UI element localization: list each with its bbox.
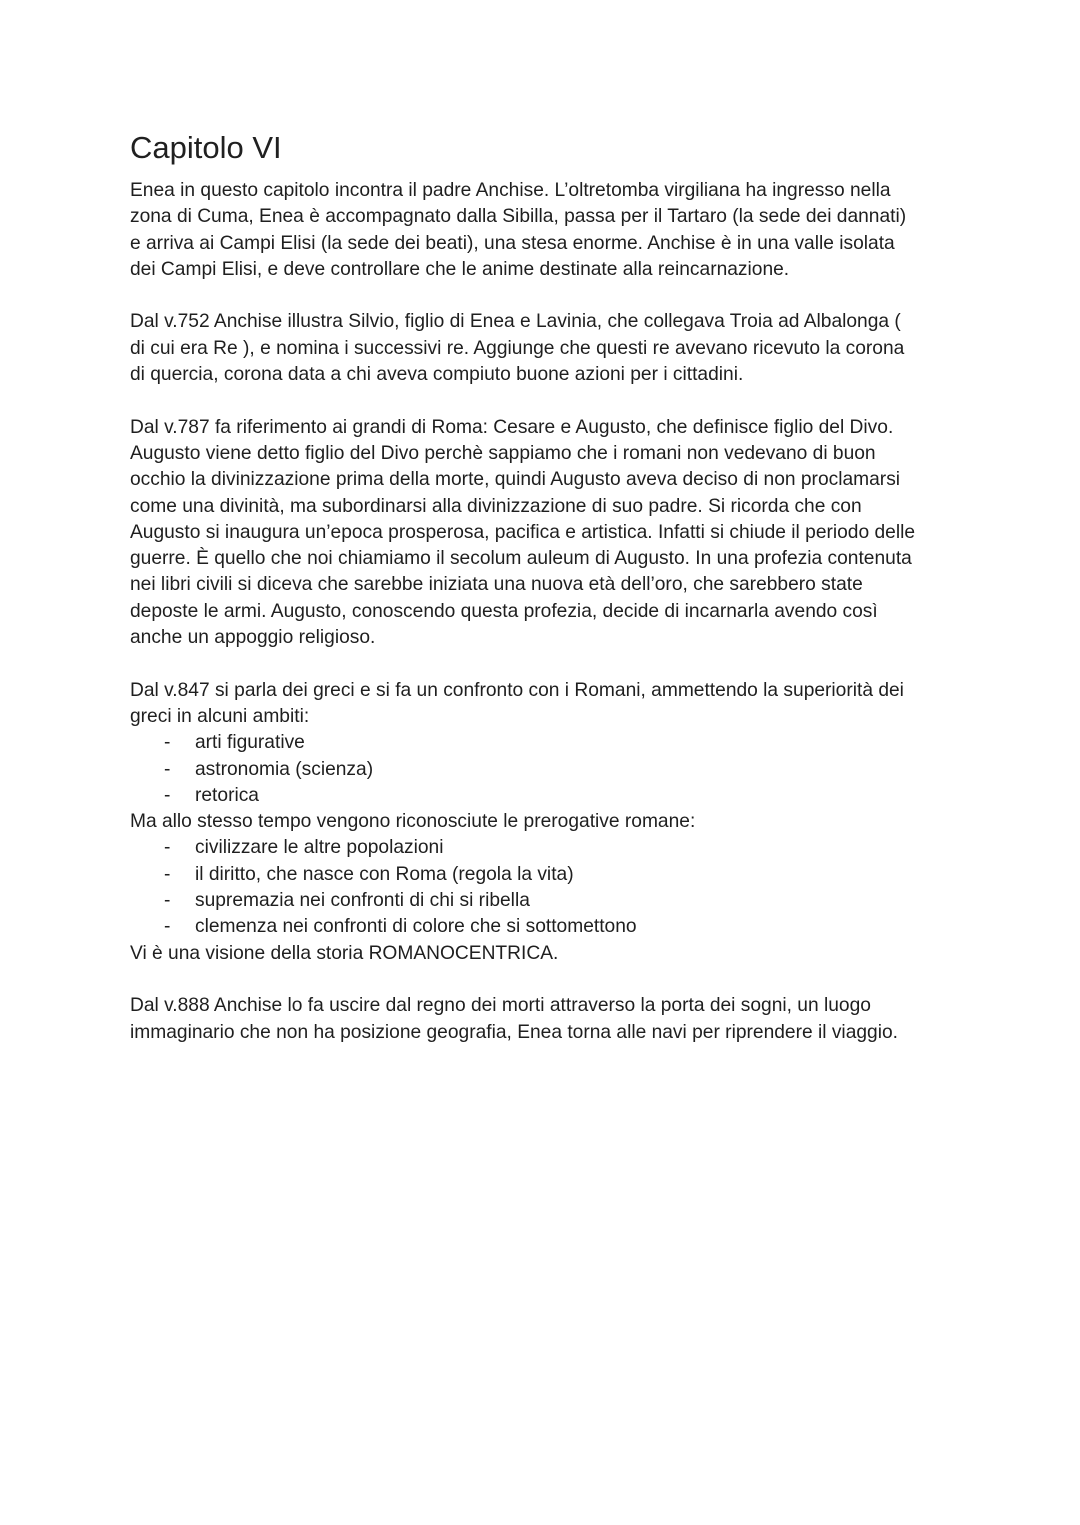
list-item-label: retorica [195, 784, 259, 806]
text-line: come una divinità, ma subordinarsi alla divinizzazione di suo padre. Si ricorda che con [130, 495, 862, 517]
list-item-label: astronomia (scienza) [195, 758, 374, 780]
text-line: dei Campi Elisi, e deve controllare che le anime destinate alla reincarnazione. [130, 258, 790, 280]
paragraph-intro [130, 178, 955, 283]
list-item [130, 783, 955, 809]
text-line: Dal v.847 si parla dei greci e si fa un confronto con i Romani, ammettendo la superiorità dei [130, 679, 904, 701]
text-line: Dal v.888 Anchise lo fa uscire dal regno dei morti attraverso la porta dei sogni, un luogo [130, 995, 871, 1017]
text-line: Augusto si inaugura un’epoca prosperosa, pacifica e artistica. Infatti si chiude il periodo delle [130, 521, 916, 543]
text-line: occhio la divinizzazione prima della morte, quindi Augusto aveva deciso di non proclamarsi [130, 469, 901, 491]
paragraph-v847 [130, 678, 955, 967]
list-item-label: supremazia nei confronti di chi si ribella [195, 890, 530, 912]
paragraph-v787 [130, 415, 955, 652]
text-line: Enea in questo capitolo incontra il padre Anchise. L’oltretomba virgiliana ha ingresso nella [130, 180, 891, 201]
page-title: Capitolo VI [130, 130, 282, 165]
text-line: anche un appoggio religioso. [130, 627, 376, 649]
text-line: Augusto viene detto figlio del Divo perchè sappiamo che i romani non vedevano di buon [130, 442, 876, 464]
text-line: guerre. È quello che noi chiamiamo il secolum auleum di Augusto. In una profezia contenuta [130, 548, 912, 570]
list-item [130, 757, 955, 783]
text-line: nei libri civili si diceva che sarebbe iniziata una nuova età dell’oro, che sarebbero state [130, 574, 863, 596]
text-line: di cui era Re ), e nomina i successivi re. Aggiunge che questi re avevano ricevuto la corona [130, 337, 905, 359]
text-line: Dal v.752 Anchise illustra Silvio, figlio di Enea e Lavinia, che collegava Troia ad Albalonga ( [130, 311, 901, 333]
text-line: Vi è una visione della storia ROMANOCENTRICA. [130, 942, 559, 964]
text-line: Dal v.787 fa riferimento ai grandi di Roma: Cesare e Augusto, che definisce figlio del Divo. [130, 416, 894, 438]
list-item-label: arti figurative [195, 732, 305, 754]
text-line: greci in alcuni ambiti: [130, 705, 310, 727]
text-line: e arriva ai Campi Elisi (la sede dei beati), una stesa enorme. Anchise è in una valle isolata [130, 232, 895, 254]
dash-bullet: - [164, 784, 171, 806]
list-item [130, 888, 955, 914]
roman-prerogatives-list [130, 835, 955, 940]
text-line: Ma allo stesso tempo vengono riconosciute le prerogative romane: [130, 811, 696, 833]
list-item [130, 862, 955, 888]
list-item-label: il diritto, che nasce con Roma (regola la vita) [195, 863, 574, 885]
text-line: di quercia, corona data a chi aveva compiuto buone azioni per i cittadini. [130, 364, 744, 386]
list-item [130, 730, 955, 756]
greek-superiority-list [130, 730, 955, 809]
dash-bullet: - [164, 916, 171, 938]
text-line: immaginario che non ha posizione geografia, Enea torna alle navi per riprendere il viaggio. [130, 1021, 898, 1043]
text-line: zona di Cuma, Enea è accompagnato dalla Sibilla, passa per il Tartaro (la sede dei dannati) [130, 206, 907, 228]
list-item [130, 835, 955, 861]
dash-bullet: - [164, 890, 171, 912]
text-line: deposte le armi. Augusto, conoscendo questa profezia, decide di incarnarla avendo così [130, 600, 878, 622]
dash-bullet: - [164, 863, 171, 885]
list-item-label: clemenza nei confronti di colore che si sottomettono [195, 916, 637, 938]
document-page [130, 128, 955, 1072]
list-item [130, 914, 955, 940]
list-item-label: civilizzare le altre popolazioni [195, 837, 444, 859]
dash-bullet: - [164, 758, 171, 780]
dash-bullet: - [164, 732, 171, 754]
dash-bullet: - [164, 837, 171, 859]
paragraph-v752 [130, 309, 955, 388]
paragraph-v888 [130, 993, 955, 1046]
